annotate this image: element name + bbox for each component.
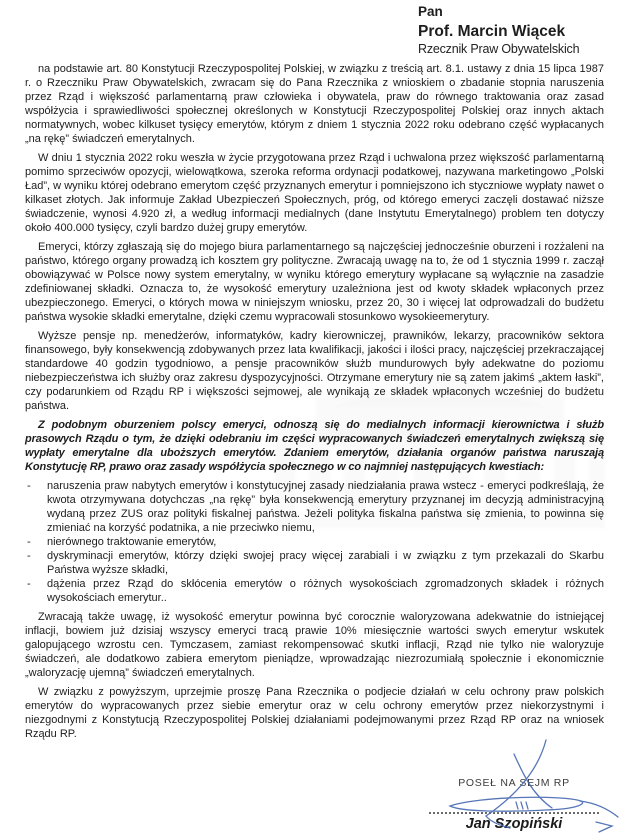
paragraph-request: W związku z powyższym, uprzejmie proszę Pana Rzecznika o podjecie działań w celu ochrony praw polskich emerytów do wypracowanych przez siebie emerytur oraz w celu ochrony emerytów przez niekorzystnymi i niezgodnymi z Konstytucją Rzeczypospolitej Polskiej działaniami podejmowanymi przez Rząd RP oraz na wniosek Rządu RP. xyxy=(25,686,604,740)
signature-dotted-line xyxy=(429,812,599,814)
signature-name: Jan Szopiński xyxy=(465,816,563,832)
list-item xyxy=(25,549,604,577)
recipient-block xyxy=(418,4,579,58)
recipient-salutation: Pan xyxy=(418,4,443,19)
paragraph-polski-lad: W dniu 1 stycznia 2022 roku weszła w życie przygotowana przez Rząd i uchwalona przez większość parlamentarną pomimo sprzeciwów opozycji, wielowątkowa, szeroka reforma ordynacji podatkowej, nazywana marketingowo „Polski Ład”, w wyniku której odebrano emerytom część przyznanych emerytur i pomniejszono ich styczniowe wypłaty nawet o kilkaset złotych. Jak informuje Zakład Ubezpieczeń Społecznych, próg, od którego emeryci zaczęli dostawać niższe świadczenie, wynosi 4.920 zł, a według informacji medialnych (dane Instytutu Emerytalnego) problem ten dotyczy około 400.000 tysięcy, czyli bardzo dużej grupy emerytów. xyxy=(25,152,604,234)
paragraph-grievance-intro: Z podobnym oburzeniem polscy emeryci, odnoszą się do medialnych informacji kierownictwa i służb prasowych Rządu o tym, że dzięki odebraniu im części wypracowanych świadczeń emerytalnych zwiększą się wypłaty emerytalne dla uboższych emerytów. Zdaniem emerytów, działania organów państwa naruszają Konstytucję RP, prawo oraz zasady współżycia społecznego w co najmniej następujących kwestiach: xyxy=(25,419,604,473)
letter-body xyxy=(25,62,604,746)
signature-role: POSEŁ NA SEJM RP xyxy=(458,777,570,789)
paragraph-indexation: Zwracają także uwagę, iż wysokość emerytur powinna być corocznie waloryzowana adekwatnie do istniejącej inflacji, bowiem już dzisiaj wszyscy emeryci tracą prawie 10% miesięcznie wartości swych emerytur wskutek galopującego wzrostu cen. Tymczasem, zamiast rekompensować skutki inflacji, Rząd nie tylko nie waloryzuje świadczeń, ale dodatkowo zabiera emerytom pieniądze, wprowadzając niezrozumiałą społecznie i ekonomicznie „waloryzację ujemną” świadczeń emerytalnych. xyxy=(25,611,604,679)
signature-block xyxy=(431,777,597,834)
paragraph-pension-system: Emeryci, którzy zgłaszają się do mojego biura parlamentarnego są najczęściej jednocześnie oburzeni i rozżaleni na państwo, którego organy prowadzą ich kosztem gry polityczne. Zwracają uwagę na to, że od 1 stycznia 1999 r. zaczął obowiązywać w Polsce nowy system emerytalny, w wyniku którego emerytury wypłacane są wyłącznie na zasadzie zdefiniowanej składki. Oznacza to, że wysokość emerytury uzależniona jest od kwoty składek wpłaconych przez ubezpieczonego. Emeryci, o których mowa w niniejszym wniosku, przez 20, 30 i więcej lat odprowadzali do budżetu państwa wysokie składki emerytalne, dzięki czemu wypracowali stosunkowo wysokieemerytury. xyxy=(25,241,604,323)
list-dash: - xyxy=(27,480,31,492)
paragraph-earned-pensions: Wyższe pensje np. menedżerów, informatyków, kadry kierowniczej, prawników, lekarzy, pracowników sektora finansowego, były konsekwencją zdobywanych przez lata kwalifikacji, jakości i ilości pracy, najczęściej przekraczającej standardowe 40 godzin tygodniowo, a pensje pracowników służb mundurowych były adekwatne do poziomu niebezpieczeństwa ich służby oraz zakresu dyspozycyjności. Otrzymane emerytury nie są zatem jakimś „aktem łaski”, czy podarunkiem od Rządu RP i większości sejmowej, ale wynikają ze składek wpłaconych wcześniej do budżetu państwa. xyxy=(25,330,604,412)
paragraph-legal-basis: na podstawie art. 80 Konstytucji Rzeczypospolitej Polskiej, w związku z treścią art. 8.1. ustawy z dnia 15 lipca 1987 r. o Rzeczniku Praw Obywatelskich, zwracam się do Pana Rzecznika z wnioskiem o zbadanie stopnia naruszenia przez Rząd i większość parlamentarną praw człowieka i obywatela, praw do równego traktowania oraz zasad współżycia i sprawiedliwości społecznej określonych w Konstytucji Rzeczypospolitej Polskiej oraz innych aktach normatywnych, wobec kilkuset tysięcy emerytów, którym z dniem 1 stycznia 2022 roku odebrano część wypłacanych „na rękę” świadczeń emerytalnych. xyxy=(25,63,604,145)
list-item-text: nierównego traktowanie emerytów, xyxy=(47,536,217,548)
grievance-list xyxy=(25,479,604,605)
list-dash: - xyxy=(27,536,31,548)
list-item-text: dyskryminacji emerytów, którzy dzięki swojej pracy więcej zarabiali i w związku z tym przekazali do Skarbu Państwa wyższe składki, xyxy=(47,550,604,576)
list-item-text: naruszenia praw nabytych emerytów i konstytucyjnej zasady niedziałania prawa wstecz - emeryci podkreślają, że kwota otrzymywana dotychczas „na rękę” była konsekwencją emerytury przyznanej im decyzją administracyjną wydaną przez ZUS oraz polityki fiskalnej państwa. Jeżeli polityka fiskalna państwa się zmienia, to powinna się zmieniać na korzyść podatnika, a nie przeciwko niemu, xyxy=(47,480,604,534)
list-dash: - xyxy=(27,578,31,590)
list-item xyxy=(25,535,604,549)
list-item-text: dążenia przez Rząd do skłócenia emerytów o różnych wysokościach zgromadzonych składek i różnych wysokościach emerytur.. xyxy=(47,578,604,604)
list-dash: - xyxy=(27,550,31,562)
list-item xyxy=(25,577,604,605)
recipient-title: Rzecznik Praw Obywatelskich xyxy=(418,42,580,57)
list-item xyxy=(25,479,604,535)
recipient-name: Prof. Marcin Wiącek xyxy=(418,22,566,40)
